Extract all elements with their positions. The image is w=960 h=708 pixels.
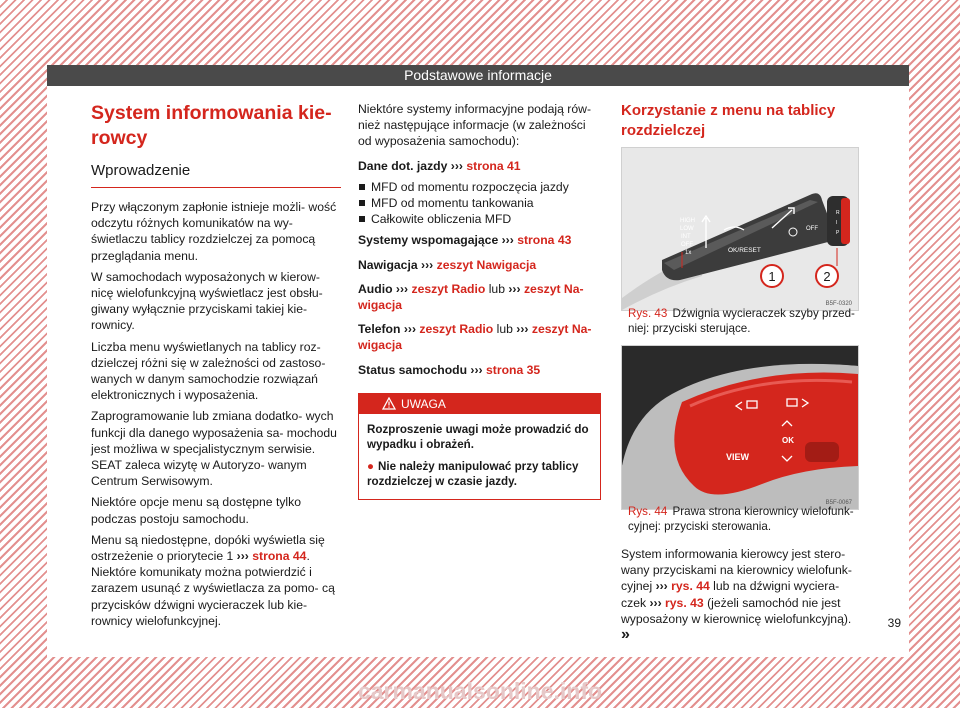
steering-wheel-illustration	[622, 346, 858, 509]
text: lub na dźwigni wyciera- czek	[621, 579, 840, 610]
warning-text: Rozproszenie uwagi może prowadzić do wypadku i obrażeń.	[367, 422, 589, 452]
lever-label: HIGH	[680, 218, 695, 224]
middle-column	[358, 101, 601, 500]
warning-item	[367, 459, 592, 490]
manual-page	[47, 65, 909, 657]
off-label: OFF	[806, 226, 818, 232]
page-link[interactable]: zeszyt Na- wigacja	[358, 322, 592, 353]
page-link[interactable]: zeszyt Radio	[419, 322, 494, 337]
figure-link[interactable]: rys. 44	[671, 579, 710, 594]
lever-label: INT	[681, 234, 691, 240]
page-link[interactable]: zeszyt Nawigacja	[436, 257, 537, 272]
arrow-icon: ›››	[655, 579, 668, 594]
lever-label: R	[836, 210, 840, 216]
arrow-icon: ›››	[450, 158, 463, 173]
warning-box	[358, 393, 601, 500]
ok-reset-label: OK/RESET	[728, 247, 761, 254]
lever-label: I	[836, 220, 838, 226]
page-link[interactable]: strona 43	[517, 233, 572, 248]
caption-text: Dźwignia wycieraczek szyby przed- niej: przyciski sterujące.	[628, 307, 855, 335]
page-number: 39	[887, 616, 901, 630]
paragraph	[621, 546, 857, 643]
list-heading	[358, 257, 601, 273]
arrow-icon: ›››	[403, 322, 417, 337]
list-heading	[358, 158, 601, 174]
arrow-icon: ›››	[236, 549, 249, 564]
figure-number: Rys. 44	[628, 505, 668, 518]
page-link[interactable]: strona 41	[466, 158, 521, 173]
page-link[interactable]: zeszyt Na- wigacja	[358, 281, 584, 313]
list-heading	[358, 281, 601, 313]
thumbwheel	[805, 442, 839, 462]
text: (jeżeli samochód nie jest wyposażony w kierownicę wielofunkcyjną).	[621, 595, 852, 626]
ok-button-label: OK	[782, 436, 794, 445]
lever-label: OFF	[681, 242, 693, 248]
arrow-icon: ›››	[395, 281, 409, 296]
text: Systemy wspomagające	[358, 233, 499, 248]
text: Nawigacja	[358, 257, 418, 272]
paragraph	[91, 532, 341, 629]
paragraph: Liczba menu wyświetlanych na tablicy roz- dzielczej różni się w zależności od zastoso- wanych w danym samochodzie rozwiązań elektronicznych i wyposażenia.	[91, 339, 326, 403]
text: Dane dot. jazdy	[358, 158, 448, 173]
figure-code: B5F-0067	[825, 500, 852, 506]
text: . Niektóre komunikaty można potwierdzić i zarazem usunąć z wyświetlacza za pomo- cą przycisków dźwigni wycieraczek lub kie- rownicy wielofunkcyjnej.	[91, 549, 335, 628]
figure-code: B5F-0320	[825, 301, 852, 307]
list-heading	[358, 321, 601, 353]
subsection-title: Wprowadzenie	[91, 162, 341, 188]
wiper-lever-figure	[621, 147, 859, 311]
arrow-icon: ›››	[470, 362, 483, 377]
continued-icon: »	[621, 626, 630, 644]
page-header: Podstawowe informacje	[47, 65, 909, 86]
arrow-icon: ›››	[501, 233, 514, 248]
warning-text: Nie należy manipulować przy tablicy rozdzielczej w czasie jazdy.	[367, 459, 579, 489]
list-item: MFD od momentu rozpoczęcia jazdy	[358, 179, 601, 195]
caption-text: Prawa strona kierownicy wielofunk- cyjnej: przyciski sterowania.	[628, 505, 854, 533]
wiper-lever-illustration	[622, 148, 858, 310]
section-title: Korzystanie z menu na tablicy rozdzielczej	[621, 101, 857, 150]
list-heading	[358, 362, 601, 378]
text: Menu są niedostępne, dopóki wyświetla się ostrzeżenie o priorytecie 1	[91, 532, 325, 564]
callout-number: 1	[768, 269, 776, 284]
text: lub	[496, 322, 513, 337]
warning-title: UWAGA	[401, 396, 446, 411]
lever-label: LOW	[680, 226, 694, 232]
text: Status samochodu	[358, 362, 468, 377]
list-item: MFD od momentu tankowania	[358, 195, 601, 211]
warning-body	[359, 414, 600, 499]
arrow-icon: ›››	[508, 281, 521, 296]
paragraph: Niektóre opcje menu są dostępne tylko podczas postoju samochodu.	[91, 495, 302, 526]
text: System informowania kierowcy jest stero- wany przyciskami na kierownicy wielofunk- cyjnej	[621, 547, 852, 594]
page-link[interactable]: zeszyt Radio	[411, 281, 486, 296]
page-link[interactable]: strona 35	[486, 362, 541, 377]
page-link[interactable]: strona 44	[252, 549, 307, 564]
figure-caption	[628, 504, 856, 534]
lever-label: P	[836, 230, 840, 236]
figure-caption	[628, 306, 856, 336]
text: lub	[488, 281, 505, 296]
list-heading	[358, 232, 601, 248]
warning-triangle-icon	[382, 397, 396, 410]
arrow-icon: ›››	[649, 595, 662, 610]
view-button-label: VIEW	[726, 452, 750, 462]
figure-link[interactable]: rys. 43	[665, 595, 704, 610]
callout-number: 2	[823, 269, 831, 284]
arrow-icon: ›››	[421, 257, 434, 272]
paragraph: Zaprogramowanie lub zmiana dodatko- wych funkcji dla danego wyposażenia sa- mochodu jest możliwa w specjalistycznym serwisie. SEAT zaleca wizytę w Autoryzo- wanym Centrum Serwisowym.	[91, 409, 337, 489]
lever-label: 1x	[685, 250, 692, 256]
bullet-icon: ●	[367, 459, 375, 473]
steering-wheel-figure	[621, 345, 859, 510]
left-column	[91, 101, 341, 634]
paragraph: Niektóre systemy informacyjne podają rów- nież następujące informacje (w zależności od wyposażenia samochodu):	[358, 102, 592, 149]
watermark: carmanualsonline.info	[357, 678, 603, 704]
arrow-icon: ›››	[516, 322, 529, 337]
paragraph: W samochodach wyposażonych w kierow- nicę wielofunkcyjną wyświetlacz jest obsłu- giwany wyłącznie przyciskami takiej kie- rownicy.	[91, 269, 323, 333]
text: Telefon	[358, 322, 401, 337]
paragraph: Przy włączonym zapłonie istnieje możli- wość odczytu różnych komunikatów na wy- świetlaczu tablicy rozdzielczej za pomocą przeglądania menu.	[91, 200, 337, 263]
right-body-text	[621, 546, 857, 648]
right-column	[621, 101, 857, 150]
figure-number: Rys. 43	[628, 307, 668, 320]
text: Audio	[358, 281, 393, 296]
section-title: System informowania kie- rowcy	[91, 102, 332, 149]
list-item: Całkowite obliczenia MFD	[358, 211, 601, 227]
warning-header	[359, 394, 600, 414]
